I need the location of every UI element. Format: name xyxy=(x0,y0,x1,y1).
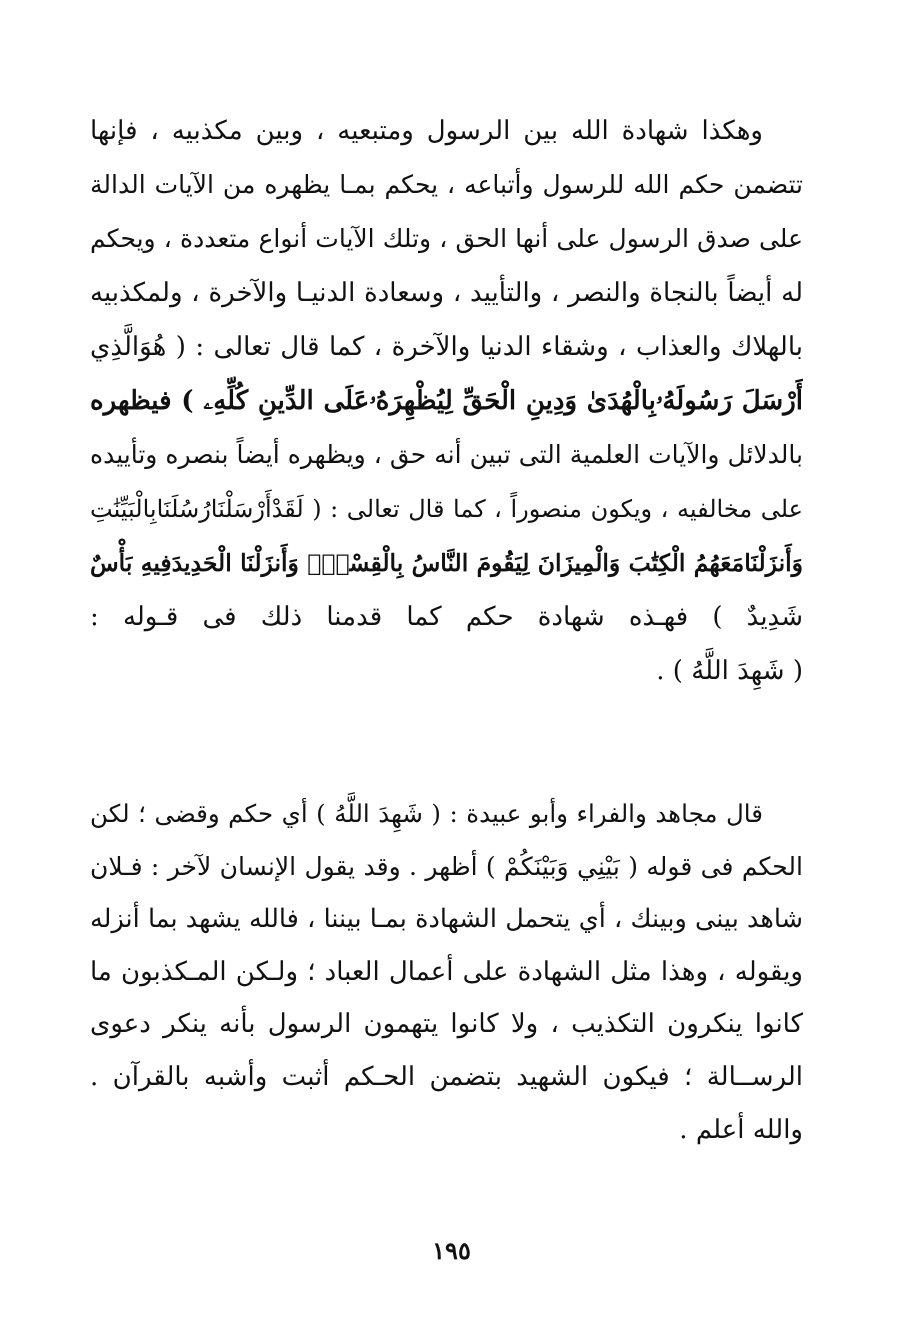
quran-verse-line: وَأَنزَلْنَامَعَهُمُ الْكِتَٰبَ وَالْمِيزَانَ لِيَقُومَ النَّاسُ بِالْقِسْطِۖ وَأَنزَلْنَا الْحَدِيدَفِيهِ بَأْسٌ xyxy=(90,549,803,577)
page-number: ١٩٥ xyxy=(432,1236,471,1265)
text-line: تتضمن حكم الله للرسول وأتباعه ، يحكم بمـا يظهره من الآيات الدالة xyxy=(90,170,803,199)
text-line: ( شَهِدَ اللَّهُ ) . xyxy=(656,656,803,686)
text-line: بالهلاك والعذاب ، وشقاء الدنيا والآخرة ، كما قال تعالى : ( هُوَالَّذِي xyxy=(90,332,803,362)
text-line: وهكذا شهادة الله بين الرسول ومتبعيه ، وبين مكذبيه ، فإنها xyxy=(90,116,763,146)
text-line: بالدلائل والآيات العلمية التى تبين أنه حق ، ويظهره أيضاً بنصره وتأييده xyxy=(90,440,803,469)
text-line: على مخالفيه ، ويكون منصوراً ، كما قال تعالى : ( لَقَدْأَرْسَلْنَارُسُلَنَابِالْبَيِّنَٰتِ xyxy=(90,495,803,523)
text-line: على صدق الرسول على أنها الحق ، وتلك الآيات أنواع متعددة ، ويحكم xyxy=(90,224,803,253)
text-line: ويقوله ، وهذا مثل الشهادة على أعمال العباد ؛ ولـكن المـكذبون ما xyxy=(90,956,803,987)
paragraph-2 xyxy=(90,788,803,1156)
text-line: شاهد بينى وبينك ، أي يتحمل الشهادة بمـا بيننا ، فالله يشهد بما أنزله xyxy=(90,904,803,935)
text-line: كانوا ينكرون التكذيب ، ولا كانوا يتهمون الرسول بأنه ينكر دعوى xyxy=(90,1009,803,1040)
text-line: له أيضاً بالنجاة والنصر ، والتأييد ، وسعادة الدنيـا والآخرة ، ولمكذبيه xyxy=(90,278,803,308)
text-line: الرســالة ؛ فيكون الشهيد بتضمن الحـكم أثبت وأشبه بالقرآن . xyxy=(90,1061,803,1092)
quran-verse-line: أَرْسَلَ رَسُولَهُۥبِالْهُدَىٰ وَدِينِ الْحَقِّ لِيُظْهِرَهُۥعَلَى الدِّينِ كُلِّهِۦ ) فيظهره xyxy=(90,386,803,416)
text-line: قال مجاهد والفراء وأبو عبيدة : ( شَهِدَ اللَّهُ ) أي حكم وقضى ؛ لكن xyxy=(90,799,763,828)
paragraph-1 xyxy=(90,104,803,698)
text-line: الحكم فى قوله ( بَيْنِي وَبَيْنَكُمْ ) أظهر . وقد يقول الإنسان لآخر : فـلان xyxy=(90,851,803,881)
text-line: شَدِيدٌ ) فهـذه شهادة حكم كما قدمنا ذلك فى قـوله : xyxy=(90,602,803,632)
text-line: والله أعلم . xyxy=(679,1114,803,1145)
